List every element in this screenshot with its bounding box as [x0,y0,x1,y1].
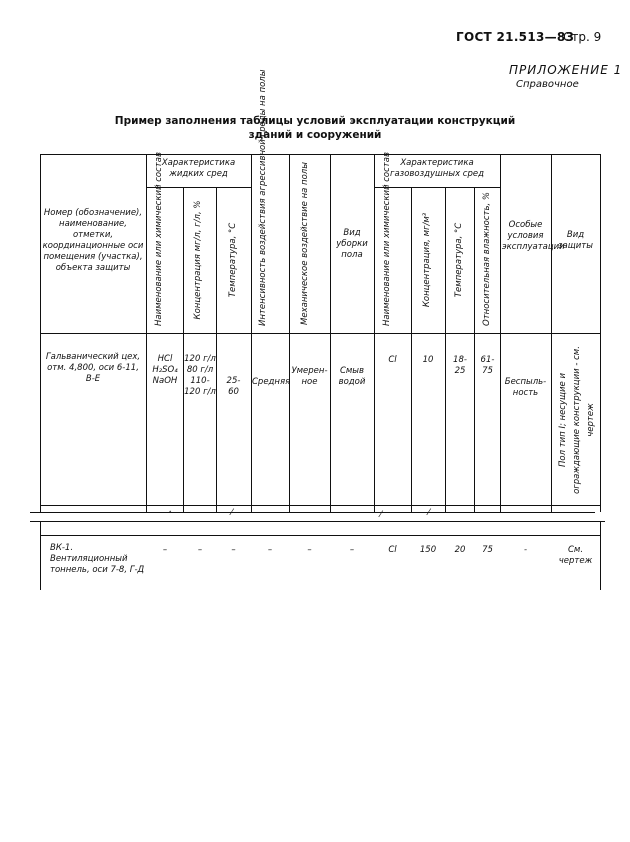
header-gas-temp: Температура, °С [454,222,464,298]
appendix-label: ПРИЛОЖЕНИЕ 1 [509,63,623,77]
row2-special: - [523,545,528,555]
row1-liquid-temp: 25- 60 [226,376,241,397]
header-liquid-group: Характеристика жидких сред [161,158,236,179]
header-liquid-conc: Концентрация мг/л, г/л, % [193,200,203,320]
row2-top-border [40,535,600,536]
header-gas-group: Характеристика газовоздушных сред [390,158,484,179]
break-line-bottom [30,521,605,522]
row2-aggr-intensity: – [267,545,273,555]
header-liquid-temp: Температура, °С [228,222,238,298]
row1-humidity: 61- 75 [480,355,495,376]
row1-special: Беспыль- ность [504,377,547,398]
row1-mech-impact: Умерен- ное [291,366,328,387]
header-object: Номер (обозначение), наименование, отметки, координационные оси помещения (участка), объекта защиты [42,208,144,273]
row1-bottom-border [40,505,600,506]
row2-liquid-temp: – [231,545,236,555]
row2-liquid-conc: – [197,545,203,555]
standard-number: ГОСТ 21.513—83 [456,30,575,44]
row2-humidity: 75 [482,545,493,555]
row2-gas-conc: 150 [419,545,437,555]
document-title [60,114,570,142]
header-cleaning: Вид уборки пола [336,228,368,260]
row2-cleaning: – [349,545,355,555]
header-gas-conc: Концентрация, мг/м³ [422,212,432,308]
header-special: Особые условия эксплуатации [502,220,565,252]
row2-liquid-name: – [162,545,168,555]
row2-object: ВК-1. Вентиляционный тоннель, оси 7-8, Г-Д [50,543,145,575]
header-mech-impact: Механическое воздействие на полы [300,162,310,325]
title-line-1: Пример заполнения таблицы условий эксплуатации конструкций [114,115,516,127]
row2-mech-impact: – [307,545,312,555]
header-aggr-intensity: Интенсивность воздействия агрессивной среды на полы [258,69,268,326]
gas-group-divider [374,187,500,188]
header-protection: Вид защиты [558,230,593,251]
row1-gas-conc: 10 [422,355,434,365]
row1-gas-name: Cl [388,355,397,365]
row1-protection: Пол тип I; несущие и ограждающие конструкции - см. чертеж [558,346,596,494]
appendix-type: Справочное [516,79,579,90]
row2-protection: См. чертеж [558,545,593,566]
row1-object: Гальванический цех, отм. 4,800, оси 6-11, В-Е [45,352,141,384]
row1-aggr-intensity: Средняя [252,377,291,387]
row1-liquid-conc: 120 г/л 80 г/л 110- 120 г/л [184,354,216,397]
row1-liquid-name: HCl H₂SO₄ NaOH [152,354,178,386]
title-line-2: зданий и сооружений [248,129,382,141]
header-humidity: Относительная влажность, % [482,192,492,326]
break-line-top [30,512,595,513]
row1-cleaning: Смыв водой [338,366,366,387]
header-gas-name: Наименование или химический состав [382,152,392,326]
row2-gas-temp: 20 [454,545,466,555]
row1-gas-temp: 18- 25 [453,355,467,376]
header-bottom-border [40,333,600,334]
page-number: Стр. 9 [563,30,602,44]
row2-gas-name: Cl [388,545,397,555]
table-top-border [40,154,600,155]
header-liquid-name: Наименование или химический состав [154,152,164,326]
